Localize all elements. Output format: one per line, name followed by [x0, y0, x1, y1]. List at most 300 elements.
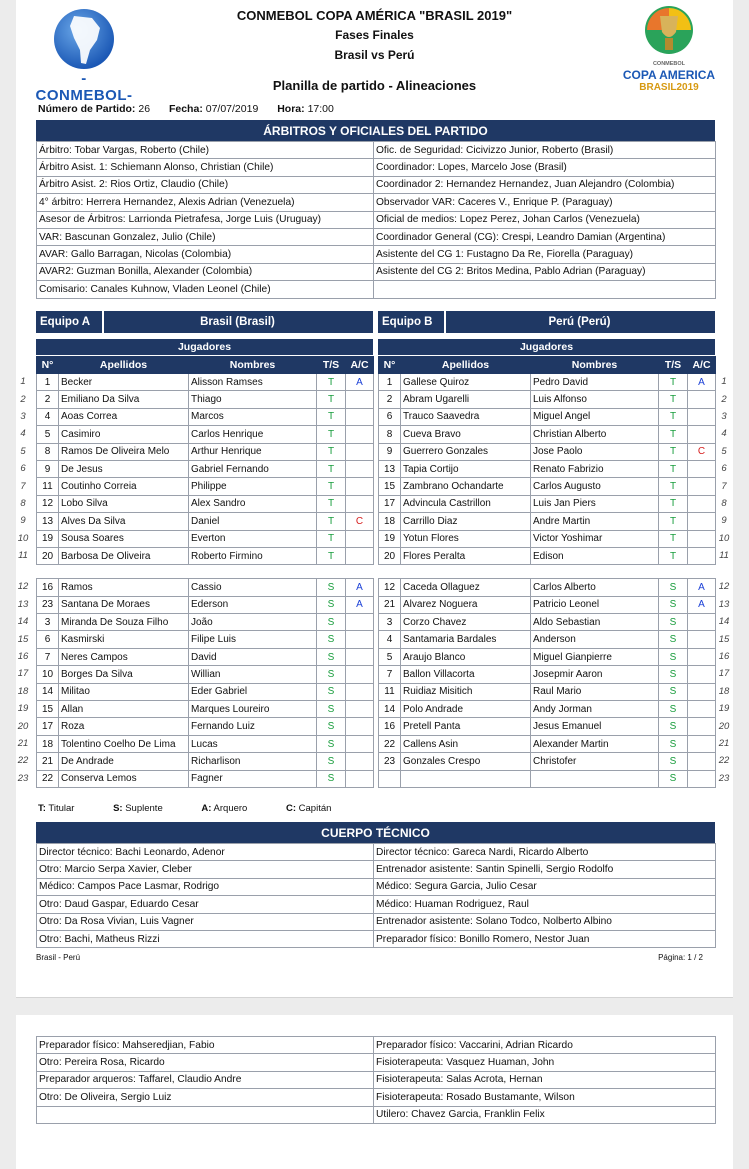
player-number: 14 — [379, 701, 401, 718]
player-row — [379, 666, 716, 683]
row-index: 23 — [17, 772, 29, 784]
right-entry: Médico: Huaman Rodriguez, Raul — [374, 896, 716, 913]
player-row — [37, 648, 374, 665]
player-ts: S — [659, 579, 688, 596]
row-index: 21 — [718, 738, 730, 749]
player-surname: Abram Ugarelli — [401, 391, 531, 408]
row-index: 6 — [721, 463, 727, 475]
col-surname: Apellidos — [59, 357, 189, 374]
player-ts: T — [317, 426, 346, 443]
row-index: 17 — [718, 668, 730, 680]
player-surname: Coutinho Correia — [59, 478, 189, 495]
player-name: Willian — [189, 666, 317, 683]
row-index: 13 — [17, 598, 29, 610]
player-number: 23 — [37, 596, 59, 613]
player-ts: T — [659, 460, 688, 477]
team-a-players-label: Jugadores — [36, 339, 373, 355]
player-row — [37, 374, 374, 391]
player-name: David — [189, 648, 317, 665]
player-row — [37, 443, 374, 460]
player-row — [37, 666, 374, 683]
player-name: Luis Jan Piers — [531, 495, 659, 512]
player-surname: Flores Peralta — [401, 547, 531, 564]
player-row — [37, 391, 374, 408]
player-ac — [688, 683, 716, 700]
player-name: Cassio — [189, 579, 317, 596]
player-ac — [346, 460, 374, 477]
player-name: Carlos Augusto — [531, 478, 659, 495]
player-ts: S — [659, 770, 688, 787]
official-row — [37, 159, 716, 176]
player-surname: Militao — [59, 683, 189, 700]
player-surname: Ramos De Oliveira Melo — [59, 443, 189, 460]
row-index: 15 — [17, 633, 29, 645]
player-ts: T — [317, 547, 346, 564]
player-ts: T — [317, 478, 346, 495]
player-number: 17 — [37, 718, 59, 735]
player-surname: Casimiro — [59, 426, 189, 443]
official-row — [37, 228, 716, 245]
row-index: 20 — [17, 720, 29, 732]
player-row — [37, 631, 374, 648]
official-row — [37, 896, 716, 913]
right-entry: Utilero: Chavez Garcia, Franklin Felix — [374, 1106, 716, 1123]
legend-a-key: A: — [201, 803, 212, 814]
player-number: 16 — [37, 579, 59, 596]
row-index: 5 — [20, 445, 26, 457]
player-row — [379, 408, 716, 425]
player-ts: T — [317, 408, 346, 425]
player-name: Raul Mario — [531, 683, 659, 700]
copa-logo-small: CONMEBOL — [652, 61, 686, 67]
player-number: 18 — [37, 735, 59, 752]
player-name: Filipe Luis — [189, 631, 317, 648]
right-entry: Entrenador asistente: Solano Todco, Nolberto Albino — [374, 913, 716, 930]
player-row — [37, 513, 374, 530]
copa-logo-sub: BRASIL2019 — [639, 82, 699, 93]
row-index: 22 — [17, 755, 29, 767]
player-name: Victor Yoshimar — [531, 530, 659, 547]
player-row — [37, 426, 374, 443]
player-surname: De Andrade — [59, 753, 189, 770]
player-surname: Emiliano Da Silva — [59, 391, 189, 408]
player-row — [379, 443, 716, 460]
player-ac — [688, 770, 716, 787]
player-number: 2 — [37, 391, 59, 408]
right-entry: Coordinador: Lopes, Marcelo Jose (Brasil) — [374, 159, 716, 176]
official-row — [37, 246, 716, 263]
player-number: 12 — [379, 579, 401, 596]
player-number: 9 — [379, 443, 401, 460]
player-row — [379, 374, 716, 391]
player-number: 19 — [37, 530, 59, 547]
player-name: Miguel Angel — [531, 408, 659, 425]
player-ts: T — [659, 374, 688, 391]
col-surname: Apellidos — [401, 357, 531, 374]
col-ac: A/C — [346, 357, 374, 374]
player-ac — [688, 478, 716, 495]
player-ts: T — [659, 530, 688, 547]
left-entry: Preparador físico: Mahseredjian, Fabio — [37, 1037, 374, 1054]
player-number: 17 — [379, 495, 401, 512]
row-index: 13 — [718, 598, 730, 610]
left-entry: Árbitro Asist. 1: Schiemann Alonso, Christian (Chile) — [37, 159, 374, 176]
date-label: Fecha: — [168, 103, 203, 115]
official-row — [37, 1037, 716, 1054]
player-number: 15 — [379, 478, 401, 495]
player-name: Renato Fabrizio — [531, 460, 659, 477]
player-ac — [346, 701, 374, 718]
player-name: Gabriel Fernando — [189, 460, 317, 477]
player-row — [379, 391, 716, 408]
player-name: Marcos — [189, 408, 317, 425]
player-ts: S — [317, 753, 346, 770]
legend — [38, 803, 367, 814]
player-ts: T — [659, 478, 688, 495]
player-ac — [688, 666, 716, 683]
player-number: 1 — [379, 374, 401, 391]
player-ac — [346, 530, 374, 547]
legend-c-key: C: — [285, 803, 297, 814]
player-surname: Gallese Quiroz — [401, 374, 531, 391]
player-ac — [346, 408, 374, 425]
col-num: N° — [37, 357, 59, 374]
player-ac — [346, 614, 374, 631]
right-entry: Coordinador 2: Hernandez Hernandez, Juan Alejandro (Colombia) — [374, 176, 716, 193]
player-ac — [688, 614, 716, 631]
player-ac: A — [346, 596, 374, 613]
player-ts: T — [659, 443, 688, 460]
player-number: 12 — [37, 495, 59, 512]
right-entry: Entrenador asistente: Santin Spinelli, Sergio Rodolfo — [374, 861, 716, 878]
player-ac: A — [346, 579, 374, 596]
time-label: Hora: — [277, 103, 305, 115]
player-ac: C — [688, 443, 716, 460]
right-entry: Fisioterapeuta: Rosado Bustamante, Wilson — [374, 1089, 716, 1106]
player-row — [379, 735, 716, 752]
player-ts: T — [659, 426, 688, 443]
page-1 — [16, 0, 733, 998]
right-entry: Preparador físico: Vaccarini, Adrian Ricardo — [374, 1037, 716, 1054]
official-row — [37, 194, 716, 211]
player-number: 5 — [379, 648, 401, 665]
player-row — [379, 648, 716, 665]
player-row — [37, 495, 374, 512]
player-surname: Becker — [59, 374, 189, 391]
team-b-name: Perú (Perú) — [548, 316, 611, 328]
player-name: Roberto Firmino — [189, 547, 317, 564]
player-ts: T — [659, 391, 688, 408]
row-index: 9 — [721, 515, 727, 527]
player-name: Carlos Henrique — [189, 426, 317, 443]
official-row — [37, 142, 716, 159]
player-ac — [346, 666, 374, 683]
row-index: 6 — [20, 463, 26, 475]
row-index: 14 — [17, 616, 29, 628]
player-name: Marques Loureiro — [189, 701, 317, 718]
match-label: Brasil vs Perú — [334, 48, 415, 62]
player-row — [37, 478, 374, 495]
team-b-label: Equipo B — [382, 316, 433, 328]
player-surname: Tolentino Coelho De Lima — [59, 735, 189, 752]
player-name: Miguel Gianpierre — [531, 648, 659, 665]
player-ts: T — [317, 495, 346, 512]
player-row — [37, 614, 374, 631]
row-index: 18 — [718, 685, 730, 697]
player-row — [37, 735, 374, 752]
player-ts: S — [317, 648, 346, 665]
official-row — [37, 211, 716, 228]
player-ts: S — [659, 753, 688, 770]
right-entry: Oficial de medios: Lopez Perez, Johan Carlos (Venezuela) — [374, 211, 716, 228]
staff-table — [36, 843, 716, 948]
row-index: 10 — [17, 532, 29, 544]
player-row — [379, 579, 716, 596]
player-number: 23 — [379, 753, 401, 770]
player-surname: Zambrano Ochandarte — [401, 478, 531, 495]
player-surname: Miranda De Souza Filho — [59, 614, 189, 631]
row-index: 20 — [718, 720, 730, 732]
left-entry: Otro: Pereira Rosa, Ricardo — [37, 1054, 374, 1071]
player-ac: A — [346, 374, 374, 391]
row-index: 5 — [721, 445, 727, 457]
row-index: 12 — [718, 581, 730, 593]
col-ac: A/C — [688, 357, 716, 374]
player-number: 8 — [37, 443, 59, 460]
player-ac — [688, 631, 716, 648]
right-entry: Fisioterapeuta: Salas Acrota, Hernan — [374, 1071, 716, 1088]
player-ts: S — [317, 614, 346, 631]
left-entry: Asesor de Árbitros: Larrionda Pietrafesa, Jorge Luis (Uruguay) — [37, 211, 374, 228]
player-row — [37, 547, 374, 564]
player-ts: S — [659, 614, 688, 631]
team-a-label: Equipo A — [40, 316, 91, 328]
player-row — [379, 770, 716, 787]
player-name: Everton — [189, 530, 317, 547]
player-row — [37, 683, 374, 700]
player-ts: S — [317, 596, 346, 613]
player-ac: C — [346, 513, 374, 530]
team-b-players-table — [378, 356, 716, 788]
right-entry: Ofic. de Seguridad: Cicivizzo Junior, Roberto (Brasil) — [374, 142, 716, 159]
player-surname: Ballon Villacorta — [401, 666, 531, 683]
row-index: 17 — [17, 668, 29, 680]
player-surname: Sousa Soares — [59, 530, 189, 547]
player-ts: S — [317, 579, 346, 596]
player-row — [37, 408, 374, 425]
player-number: 6 — [37, 631, 59, 648]
player-ac — [688, 513, 716, 530]
right-entry: Médico: Segura Garcia, Julio Cesar — [374, 878, 716, 895]
team-a-name: Brasil (Brasil) — [200, 316, 275, 328]
player-ts: S — [317, 701, 346, 718]
player-surname: Corzo Chavez — [401, 614, 531, 631]
player-name: Aldo Sebastian — [531, 614, 659, 631]
player-ts: S — [659, 596, 688, 613]
row-index: 14 — [718, 616, 730, 628]
player-name: Arthur Henrique — [189, 443, 317, 460]
player-ts: T — [659, 513, 688, 530]
player-name: Patricio Leonel — [531, 596, 659, 613]
col-name: Nombres — [531, 357, 659, 374]
player-ac — [346, 443, 374, 460]
player-row — [37, 770, 374, 787]
copa-logo-main: COPA AMERICA — [622, 68, 716, 82]
official-row — [37, 263, 716, 280]
player-name: Jose Paolo — [531, 443, 659, 460]
player-row — [379, 718, 716, 735]
col-name: Nombres — [189, 357, 317, 374]
player-row — [379, 513, 716, 530]
player-number: 13 — [379, 460, 401, 477]
gap-row — [37, 565, 374, 579]
player-row — [37, 596, 374, 613]
right-entry: Asistente del CG 2: Britos Medina, Pablo Adrian (Paraguay) — [374, 263, 716, 280]
official-row — [37, 878, 716, 895]
left-entry: VAR: Bascunan Gonzalez, Julio (Chile) — [37, 228, 374, 245]
player-ac — [688, 648, 716, 665]
left-entry: Otro: Daud Gaspar, Eduardo Cesar — [37, 896, 374, 913]
player-ts: S — [659, 735, 688, 752]
player-surname: Polo Andrade — [401, 701, 531, 718]
legend-a: Arquero — [213, 803, 248, 814]
row-index: 16 — [718, 651, 730, 663]
player-ac — [346, 426, 374, 443]
official-row — [37, 1054, 716, 1071]
player-name: Alisson Ramses — [189, 374, 317, 391]
player-name: Edison — [531, 547, 659, 564]
player-ac: A — [688, 374, 716, 391]
player-ac — [688, 530, 716, 547]
player-ac — [688, 547, 716, 564]
row-index: 2 — [721, 393, 727, 405]
player-name: Jesus Emanuel — [531, 718, 659, 735]
player-row — [37, 579, 374, 596]
official-row — [37, 844, 716, 861]
official-row — [37, 861, 716, 878]
match-number-label: Número de Partido: — [38, 103, 136, 115]
player-number: 3 — [37, 614, 59, 631]
player-row — [379, 596, 716, 613]
player-number: 14 — [37, 683, 59, 700]
player-name: Josepmir Aaron — [531, 666, 659, 683]
player-row — [379, 547, 716, 564]
player-number: 3 — [379, 614, 401, 631]
official-row — [37, 1106, 716, 1123]
row-index: 10 — [718, 532, 730, 544]
player-ac — [688, 460, 716, 477]
right-entry: Asistente del CG 1: Fustagno Da Re, Fiorella (Paraguay) — [374, 246, 716, 263]
player-ac — [346, 683, 374, 700]
player-ts: S — [317, 770, 346, 787]
row-index: 22 — [718, 755, 730, 767]
player-row — [379, 753, 716, 770]
legend-c: Capitán — [298, 803, 332, 814]
row-index: 8 — [721, 497, 727, 509]
player-name: Thiago — [189, 391, 317, 408]
player-ts: S — [317, 666, 346, 683]
player-number: 4 — [37, 408, 59, 425]
player-number: 22 — [379, 735, 401, 752]
player-row — [37, 701, 374, 718]
phase-label: Fases Finales — [335, 28, 414, 42]
player-row — [37, 718, 374, 735]
player-surname: Santamaria Bardales — [401, 631, 531, 648]
player-name: Alex Sandro — [189, 495, 317, 512]
player-surname: Aoas Correa — [59, 408, 189, 425]
player-ac — [346, 753, 374, 770]
player-surname: Araujo Blanco — [401, 648, 531, 665]
player-name: Christofer — [531, 753, 659, 770]
player-surname — [401, 770, 531, 787]
player-surname: Caceda Ollaguez — [401, 579, 531, 596]
row-index: 3 — [721, 410, 727, 422]
player-number: 6 — [379, 408, 401, 425]
player-row — [379, 495, 716, 512]
official-row — [37, 1071, 716, 1088]
row-index: 19 — [718, 703, 730, 715]
player-row — [37, 530, 374, 547]
player-surname: Borges Da Silva — [59, 666, 189, 683]
player-number: 11 — [37, 478, 59, 495]
match-number: 26 — [138, 103, 151, 115]
player-name: Ederson — [189, 596, 317, 613]
player-ac: A — [688, 596, 716, 613]
player-ts: T — [317, 391, 346, 408]
player-surname: Barbosa De Oliveira — [59, 547, 189, 564]
officials-table — [36, 141, 716, 299]
col-ts: T/S — [659, 357, 688, 374]
player-number: 15 — [37, 701, 59, 718]
row-index: 7 — [20, 480, 26, 492]
player-number: 22 — [37, 770, 59, 787]
staff-header: CUERPO TÉCNICO — [36, 822, 715, 843]
page-title: CONMEBOL COPA AMÉRICA "BRASIL 2019" — [236, 8, 513, 23]
player-name — [531, 770, 659, 787]
player-row — [379, 631, 716, 648]
player-row — [37, 753, 374, 770]
right-entry: Observador VAR: Caceres V., Enrique P. (Paraguay) — [374, 194, 716, 211]
player-row — [379, 478, 716, 495]
player-number: 1 — [37, 374, 59, 391]
right-entry: Fisioterapeuta: Vasquez Huaman, John — [374, 1054, 716, 1071]
player-surname: Carrillo Diaz — [401, 513, 531, 530]
team-b-header — [378, 311, 715, 333]
match-time: 17:00 — [307, 103, 334, 115]
player-number: 8 — [379, 426, 401, 443]
left-entry: 4° árbitro: Herrera Hernandez, Alexis Adrian (Venezuela) — [37, 194, 374, 211]
left-entry: Comisario: Canales Kuhnow, Vladen Leonel (Chile) — [37, 281, 374, 298]
player-number: 7 — [379, 666, 401, 683]
player-ac — [688, 735, 716, 752]
player-name: Andy Jorman — [531, 701, 659, 718]
footer-match: Brasil - Perú — [36, 953, 81, 962]
sheet-title: Planilla de partido - Alineaciones — [272, 78, 477, 93]
player-ac — [346, 478, 374, 495]
player-ts: T — [317, 530, 346, 547]
player-number: 16 — [379, 718, 401, 735]
player-row — [379, 701, 716, 718]
col-ts: T/S — [317, 357, 346, 374]
player-name: Eder Gabriel — [189, 683, 317, 700]
player-name: João — [189, 614, 317, 631]
right-entry: Coordinador General (CG): Crespi, Leandro Damian (Argentina) — [374, 228, 716, 245]
left-entry: Preparador arqueros: Taffarel, Claudio Andre — [37, 1071, 374, 1088]
player-row — [379, 683, 716, 700]
player-surname: Kasmirski — [59, 631, 189, 648]
row-index: 1 — [20, 376, 26, 388]
player-number: 5 — [37, 426, 59, 443]
